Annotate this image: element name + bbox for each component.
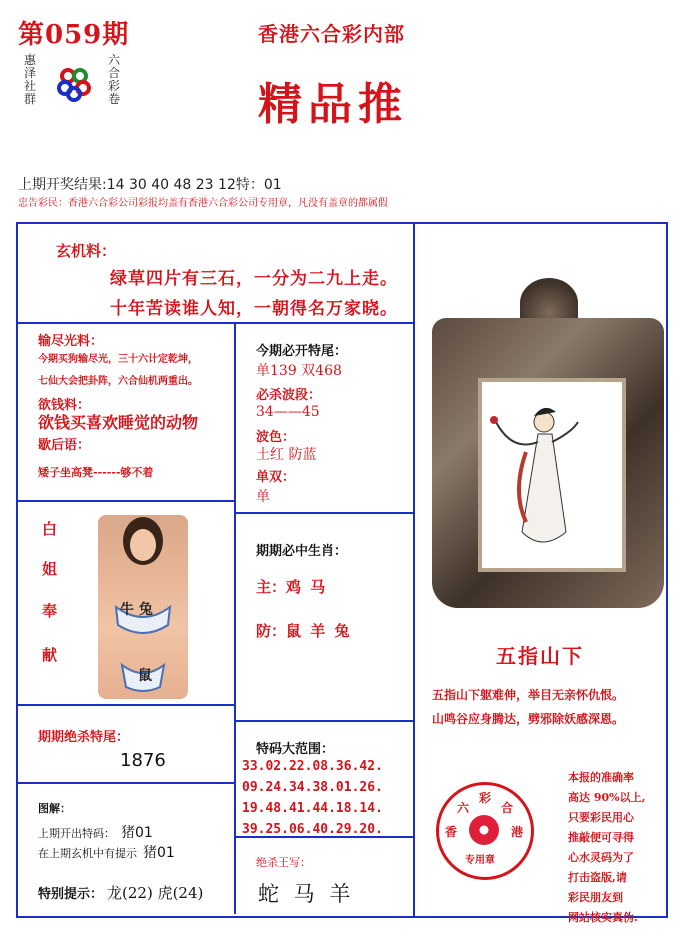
model-photo bbox=[98, 515, 188, 699]
lottery-logo-icon bbox=[56, 66, 92, 102]
tewei-label: 今期必开特尾： bbox=[256, 344, 348, 359]
danshuang-label: 单双： bbox=[256, 470, 296, 485]
shuqin-line-1: 今期买狗输尽光，三十六计定乾坤， bbox=[38, 354, 198, 365]
divider bbox=[234, 322, 236, 914]
danshuang-value: 单 bbox=[256, 489, 270, 505]
lottery-name-vertical: 六 合 彩 卷 bbox=[108, 53, 121, 106]
tujie-line-1: 上期开出特码： 猪01 bbox=[38, 825, 153, 841]
accuracy-notice: 本报的准确率 高达 90%以上, 只要彩民用心 推敲便可寻得 心水灵码为了 打击盗版,请 彩民朋友到 网站核实真伪. bbox=[568, 771, 646, 924]
bosha-label: 必杀波段： bbox=[256, 388, 322, 403]
seal-char: 香 bbox=[445, 825, 458, 839]
juesha-wang-label: 绝杀王写： bbox=[256, 856, 311, 869]
sister-char: 奉 bbox=[42, 602, 58, 620]
special-tip: 特别提示： 龙(22) 虎(24) bbox=[38, 884, 204, 902]
tewei-value: 单139 双468 bbox=[256, 363, 342, 379]
xuanji-line-1: 绿草四片有三石，一分为二九上走。 bbox=[110, 269, 398, 289]
sister-char: 白 bbox=[42, 520, 58, 538]
shengxiao-fang: 防：鼠 羊 兔 bbox=[256, 622, 352, 640]
seal-char: 六 bbox=[457, 801, 470, 815]
yuqian-text: 欲钱买喜欢睡觉的动物 bbox=[38, 413, 199, 432]
wuzhi-title: 五指山下 bbox=[496, 644, 584, 668]
divider bbox=[18, 322, 414, 324]
divider bbox=[413, 224, 415, 916]
yuqian-label: 欲钱料： bbox=[38, 398, 91, 413]
photo-overlay-bottom: 鼠 bbox=[138, 668, 152, 684]
bose-value: 土红 防蓝 bbox=[256, 447, 317, 463]
shengxiao-label: 期期必中生肖： bbox=[256, 544, 348, 559]
tujie-line-2: 在上期玄机中有提示 猪01 bbox=[38, 845, 175, 861]
seal-char: 彩 bbox=[479, 791, 492, 805]
official-seal bbox=[436, 782, 534, 880]
jueshate-label: 期期绝杀特尾： bbox=[38, 730, 130, 745]
photo-overlay-top: 牛 兔 bbox=[120, 602, 153, 618]
divider bbox=[234, 720, 414, 722]
shuqin-label: 输尽光料： bbox=[38, 334, 104, 349]
jueshate-value: 1876 bbox=[120, 750, 166, 771]
tema-row: 09.24.34.38.01.26. bbox=[242, 780, 383, 795]
fairy-painting bbox=[478, 378, 626, 572]
bosha-value: 34——45 bbox=[256, 404, 320, 420]
sister-char: 献 bbox=[42, 646, 58, 664]
juesha-wang-value: 蛇 马 羊 bbox=[258, 882, 355, 906]
bauhinia-icon bbox=[469, 815, 499, 845]
bose-label: 波色： bbox=[256, 430, 296, 445]
tema-label: 特码大范围： bbox=[256, 742, 335, 757]
warning-notice: 忠告彩民：香港六合彩公司彩报均盖有香港六合彩公司专用章，凡没有盖章的都属假 bbox=[18, 198, 388, 209]
seal-char: 专用章 bbox=[465, 855, 495, 866]
poem-line-2: 山鸣谷应身腾达，劈邪除妖感深恩。 bbox=[432, 712, 625, 726]
seal-char: 合 bbox=[501, 801, 514, 815]
divider bbox=[18, 500, 234, 502]
xiehouyu-label: 歇后语： bbox=[38, 438, 91, 453]
tema-row: 19.48.41.44.18.14. bbox=[242, 801, 383, 816]
xiehouyu-text: 矮子坐高凳------够不着 bbox=[38, 466, 154, 479]
header-title: 香港六合彩内部 bbox=[258, 22, 405, 46]
club-name-vertical: 惠 泽 社 群 bbox=[24, 53, 37, 106]
tujie-label: 图解： bbox=[38, 802, 71, 815]
seal-char: 港 bbox=[511, 825, 524, 839]
sister-char: 姐 bbox=[42, 560, 58, 578]
divider bbox=[234, 512, 414, 514]
tema-row: 33.02.22.08.36.42. bbox=[242, 759, 383, 774]
poem-line-1: 五指山下躯难伸，举目无亲怀仇恨。 bbox=[432, 688, 625, 702]
shengxiao-main: 主：鸡 马 bbox=[256, 578, 328, 596]
tema-row: 39.25.06.40.29.20. bbox=[242, 822, 383, 837]
xuanji-label: 玄机料： bbox=[56, 242, 117, 260]
tema-grid bbox=[242, 756, 383, 840]
divider bbox=[18, 704, 234, 706]
last-draw-results: 上期开奖结果:14 30 40 48 23 12特：01 bbox=[18, 177, 282, 193]
divider bbox=[18, 782, 234, 784]
xuanji-line-2: 十年苦读谁人知，一朝得名万家晓。 bbox=[110, 299, 398, 319]
main-title: 精品推 bbox=[258, 79, 408, 130]
shuqin-line-2: 七仙大会把卦阵，六合仙机两重出。 bbox=[38, 376, 198, 387]
issue-number: 第059期 bbox=[18, 20, 130, 50]
